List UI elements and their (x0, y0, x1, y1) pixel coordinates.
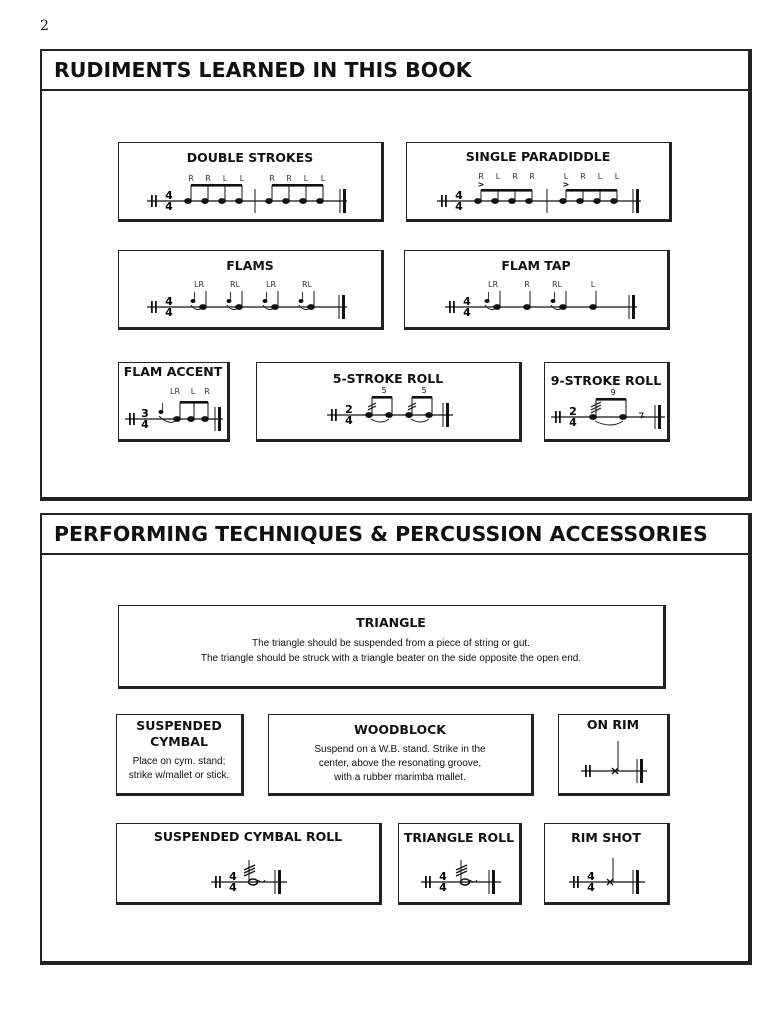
triangle-card (118, 605, 666, 689)
double-strokes-card (118, 142, 384, 222)
suspended-cymbal-title-line-2: CYMBAL (150, 734, 208, 749)
sticking-label: L (239, 174, 245, 183)
triangle-text-line-2: The triangle should be struck with a triangle beater on the side opposite the open end. (200, 653, 582, 664)
svg-text:4: 4 (345, 414, 353, 427)
svg-text:4: 4 (439, 881, 447, 894)
tuplet-number: 9 (610, 388, 616, 397)
sticking-label: LR (193, 280, 205, 289)
flam-accent-notation (125, 385, 225, 437)
svg-text:4: 4 (463, 306, 471, 319)
suspended-cymbal-roll-title: SUSPENDED CYMBAL ROLL (153, 829, 343, 844)
suspended-cymbal-roll-notation (211, 854, 291, 898)
sticking-label: L (495, 172, 501, 181)
flam-tap-card (404, 250, 670, 330)
svg-text:4: 4 (463, 295, 471, 308)
sticking-label: R (478, 172, 484, 181)
sticking-label: L (190, 387, 196, 396)
woodblock-title: WOODBLOCK (354, 722, 446, 737)
single-paradiddle-card (406, 142, 672, 222)
sticking-label: LR (265, 280, 277, 289)
suspended-cymbal-card (116, 714, 244, 796)
sticking-label: R (286, 174, 292, 183)
suspended-cymbal-text-line-2: strike w/mallet or stick. (128, 770, 230, 781)
svg-text:4: 4 (141, 418, 149, 431)
on-rim-notation (581, 737, 651, 787)
single-paradiddle-title: SINGLE PARADIDDLE (465, 149, 611, 164)
sticking-label: RL (229, 280, 241, 289)
svg-text:4: 4 (587, 870, 595, 883)
five-stroke-roll-card (256, 362, 522, 442)
sticking-label: L (590, 280, 596, 289)
svg-text:3: 3 (141, 407, 149, 420)
sticking-label: R (524, 280, 530, 289)
woodblock-text-line-2: center, above the resonating groove, (318, 758, 482, 769)
triangle-roll-notation (421, 854, 505, 898)
rim-shot-card (544, 823, 670, 905)
woodblock-text-line-1: Suspend on a W.B. stand. Strike in the (314, 744, 486, 755)
sticking-label: R (204, 387, 210, 396)
woodblock-card (268, 714, 534, 796)
sticking-label: R (512, 172, 518, 181)
svg-text:4: 4 (165, 306, 173, 319)
sticking-label: LR (487, 280, 499, 289)
svg-text:4: 4 (165, 200, 173, 213)
rim-shot-notation (569, 854, 649, 898)
suspended-cymbal-title-line-1: SUSPENDED (136, 718, 222, 733)
svg-text:2: 2 (345, 403, 353, 416)
svg-text:>: > (562, 180, 570, 189)
on-rim-title: ON RIM (586, 717, 640, 732)
on-rim-card (558, 714, 670, 796)
sticking-label: L (320, 174, 326, 183)
double-strokes-notation (147, 173, 353, 215)
flam-accent-card (118, 362, 230, 442)
techniques-heading: PERFORMING TECHNIQUES & PERCUSSION ACCESSORIES (42, 515, 748, 555)
sticking-label: R (188, 174, 194, 183)
nine-stroke-roll-notation (551, 387, 669, 435)
rim-shot-title: RIM SHOT (571, 830, 641, 845)
rudiments-heading: RUDIMENTS LEARNED IN THIS BOOK (42, 51, 748, 91)
flam-accent-title: FLAM ACCENT (123, 364, 223, 379)
suspended-cymbal-text-line-1: Place on cym. stand; (132, 756, 226, 767)
tuplet-number: 5 (421, 386, 427, 395)
svg-text:4: 4 (569, 416, 577, 429)
sticking-label: R (529, 172, 535, 181)
tuplet-number: 5 (381, 386, 387, 395)
sticking-label: L (563, 172, 569, 181)
svg-text:>: > (477, 180, 485, 189)
flam-tap-notation (445, 279, 645, 323)
flams-card (118, 250, 384, 330)
page-number: 2 (40, 18, 49, 34)
suspended-cymbal-roll-card (116, 823, 382, 905)
sticking-label: RL (301, 280, 313, 289)
woodblock-text-line-3: with a rubber marimba mallet. (334, 772, 466, 783)
sticking-label: L (222, 174, 228, 183)
single-paradiddle-notation (437, 171, 643, 215)
sticking-label: R (580, 172, 586, 181)
triangle-roll-card (398, 823, 522, 905)
triangle-roll-title: TRIANGLE ROLL (403, 830, 515, 845)
triangle-text-line-1: The triangle should be suspended from a piece of string or gut. (252, 638, 530, 649)
five-stroke-roll-notation (327, 385, 457, 433)
five-stroke-roll-title: 5-STROKE ROLL (332, 371, 444, 386)
svg-text:4: 4 (165, 189, 173, 202)
sticking-label: RL (551, 280, 563, 289)
svg-text:4: 4 (229, 881, 237, 894)
sticking-label: R (205, 174, 211, 183)
flams-title: FLAMS (226, 258, 274, 273)
triangle-title: TRIANGLE (356, 615, 426, 630)
flam-tap-title: FLAM TAP (501, 258, 571, 273)
svg-text:4: 4 (165, 295, 173, 308)
sticking-label: LR (169, 387, 181, 396)
svg-text:4: 4 (587, 881, 595, 894)
double-strokes-title: DOUBLE STROKES (186, 150, 314, 165)
svg-text:4: 4 (439, 870, 447, 883)
nine-stroke-roll-card (544, 362, 670, 442)
svg-text:4: 4 (229, 870, 237, 883)
svg-text:2: 2 (569, 405, 577, 418)
sticking-label: L (303, 174, 309, 183)
svg-text:4: 4 (455, 200, 463, 213)
nine-stroke-roll-title: 9-STROKE ROLL (550, 373, 662, 388)
flams-notation (147, 279, 357, 323)
svg-text:4: 4 (455, 189, 463, 202)
sticking-label: L (597, 172, 603, 181)
sticking-label: L (614, 172, 620, 181)
sticking-label: R (269, 174, 275, 183)
